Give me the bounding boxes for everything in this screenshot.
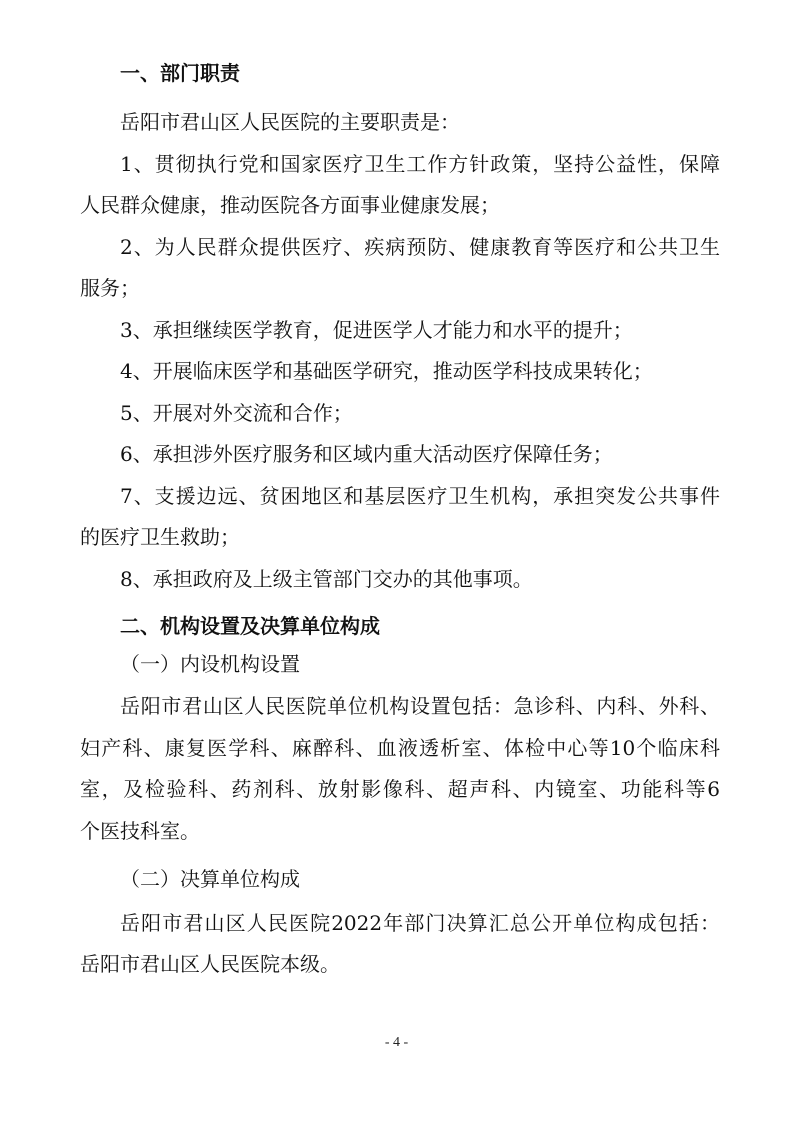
- org-paragraph-line-2: 妇产科、康复医学科、麻醉科、血液透析室、体检中心等10个临床科: [80, 736, 720, 760]
- org-paragraph-line-4: 个医技科室。: [80, 819, 200, 843]
- duty-item-1-line-2: 人民群众健康，推动医院各方面事业健康发展；: [80, 193, 500, 217]
- unit-paragraph-line-2: 岳阳市君山区人民医院本级。: [80, 952, 340, 976]
- subheading-internal-structure: （一）内设机构设置: [120, 652, 300, 676]
- unit-paragraph-line-1: 岳阳市君山区人民医院2022年部门决算汇总公开单位构成包括：: [120, 911, 720, 935]
- duty-item-2-line-1: 2、为人民群众提供医疗、疾病预防、健康教育等医疗和公共卫生: [120, 235, 720, 259]
- org-paragraph-line-1: 岳阳市君山区人民医院单位机构设置包括：急诊科、内科、外科、: [120, 694, 720, 718]
- duty-item-7-line-1: 7、支援边远、贫困地区和基层医疗卫生机构，承担突发公共事件: [120, 484, 720, 508]
- section-heading-organization: 二、机构设置及决算单位构成: [120, 614, 380, 638]
- duty-item-4: 4、开展临床医学和基础医学研究，推动医学科技成果转化；: [120, 359, 653, 383]
- duty-item-7-line-2: 的医疗卫生救助；: [80, 525, 240, 549]
- duty-item-1-line-1: 1、贯彻执行党和国家医疗卫生工作方针政策，坚持公益性，保障: [120, 152, 720, 176]
- duty-item-2-line-2: 服务；: [80, 276, 140, 300]
- duty-item-6: 6、承担涉外医疗服务和区域内重大活动医疗保障任务；: [120, 442, 613, 466]
- duty-item-3: 3、承担继续医学教育，促进医学人才能力和水平的提升；: [120, 318, 633, 342]
- page-number: - 4 -: [384, 1035, 409, 1050]
- subheading-budget-units: （二）决算单位构成: [120, 867, 300, 891]
- duties-intro: 岳阳市君山区人民医院的主要职责是：: [120, 110, 460, 134]
- section-heading-duties: 一、部门职责: [120, 61, 240, 85]
- duty-item-8: 8、承担政府及上级主管部门交办的其他事项。: [120, 567, 533, 591]
- duty-item-5: 5、开展对外交流和合作；: [120, 401, 353, 425]
- org-paragraph-line-3: 室，及检验科、药剂科、放射影像科、超声科、内镜室、功能科等6: [80, 777, 720, 801]
